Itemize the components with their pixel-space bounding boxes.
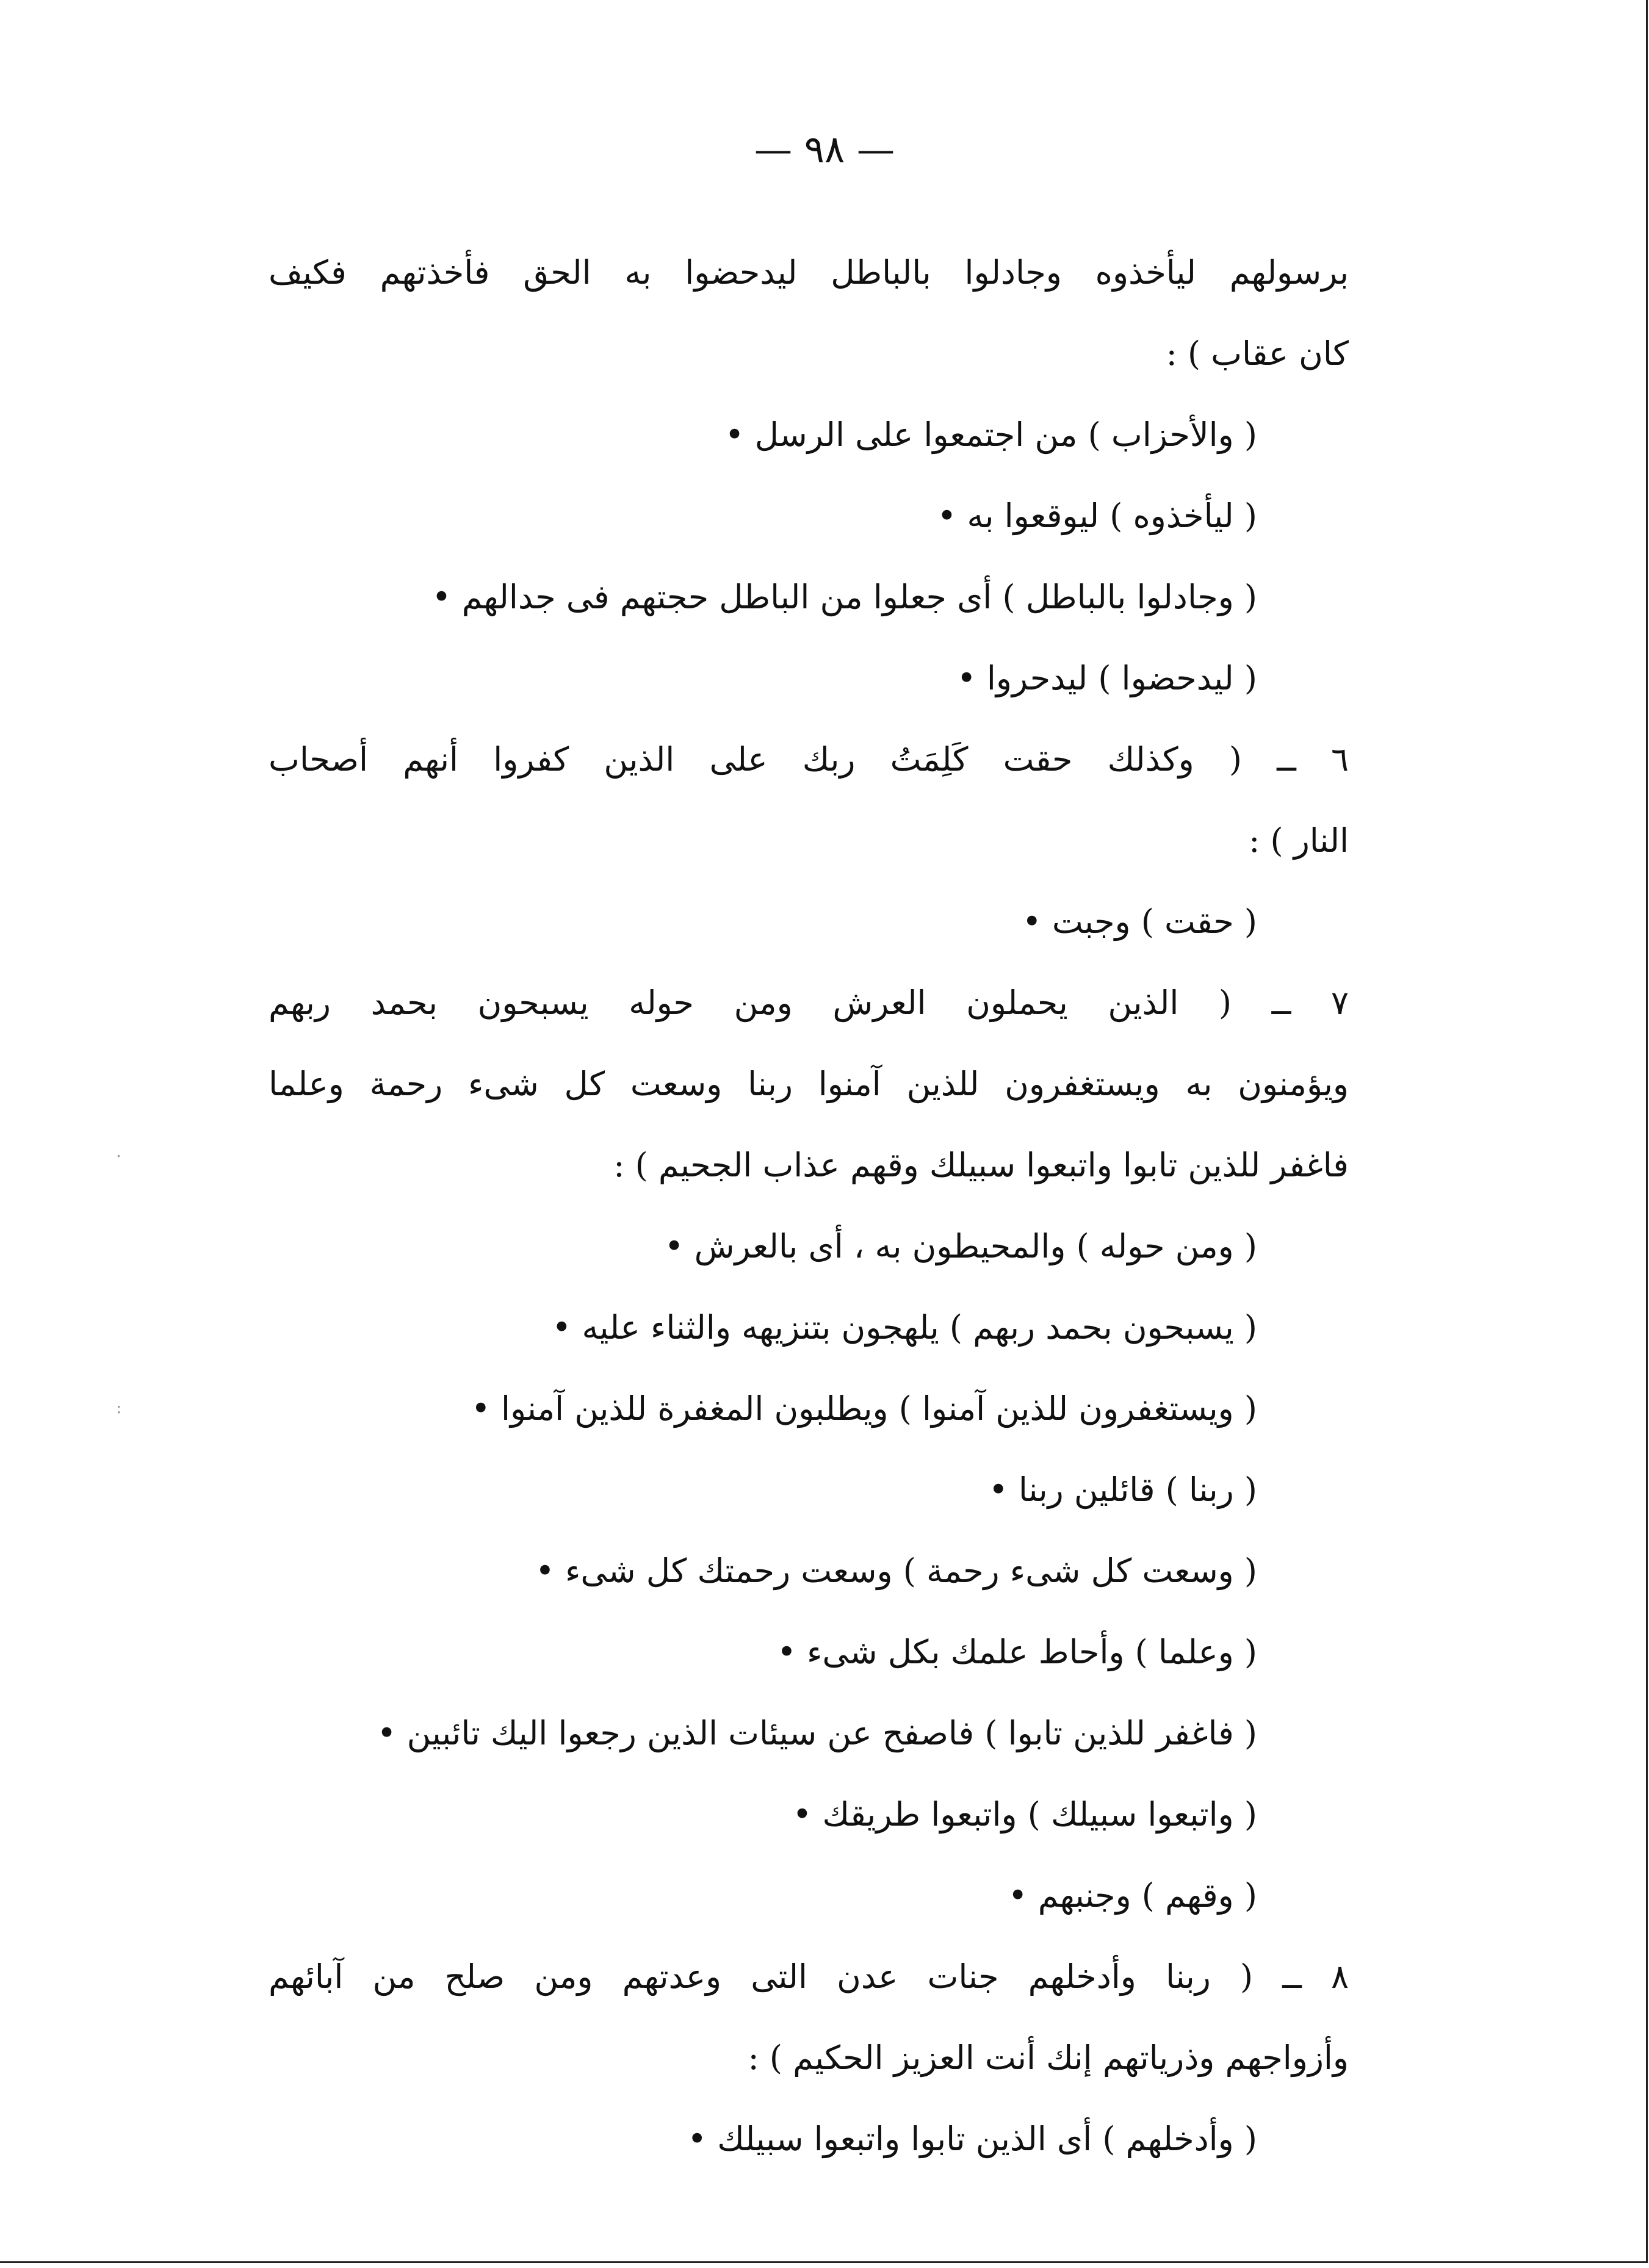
- page-number: — ٩٨ —: [754, 127, 895, 171]
- text-line: ( وعلما ) وأحاط علمك بكل شىء •: [776, 1633, 1257, 1671]
- text-line: فاغفر للذين تابوا واتبعوا سبيلك وقهم عذاب الجحيم ) :: [613, 1146, 1349, 1184]
- text-line: ( يسبحون بحمد ربهم ) يلهجون بتنزيهه والثناء عليه •: [552, 1308, 1257, 1347]
- text-line: ( ومن حوله ) والمحيطون به ، أى بالعرش •: [664, 1227, 1257, 1265]
- text-line: برسولهم ليأخذوه وجادلوا بالباطل ليدحضوا به الحق فأخذتهم فكيف: [269, 253, 1349, 292]
- text-line: ويؤمنون به ويستغفرون للذين آمنوا ربنا وسعت كل شىء رحمة وعلما: [269, 1065, 1349, 1103]
- text-line: ( وسعت كل شىء رحمة ) وسعت رحمتك كل شىء •: [535, 1552, 1257, 1590]
- page-text: [269, 232, 1349, 2180]
- text-line: ( وجادلوا بالباطل ) أى جعلوا من الباطل حجتهم فى جدالهم •: [431, 578, 1257, 616]
- text-line: ( والأحزاب ) من اجتمعوا على الرسل •: [724, 416, 1257, 454]
- text-line: ( واتبعوا سبيلك ) واتبعوا طريقك •: [792, 1795, 1257, 1834]
- text-line: ( فاغفر للذين تابوا ) فاصفح عن سيئات الذين رجعوا اليك تائبين •: [377, 1714, 1257, 1752]
- text-line: ( وأدخلهم ) أى الذين تابوا واتبعوا سبيلك •: [687, 2120, 1257, 2158]
- text-line: ٧ ــ ( الذين يحملون العرش ومن حوله يسبحون بحمد ربهم: [269, 984, 1349, 1022]
- text-line: ( ويستغفرون للذين آمنوا ) ويطلبون المغفرة للذين آمنوا •: [471, 1389, 1257, 1428]
- text-line: النار ) :: [1249, 821, 1349, 860]
- text-line: ٦ ــ ( وكذلك حقت كَلِمَتُ ربك على الذين كفروا أنهم أصحاب: [269, 740, 1349, 779]
- text-line: ( حقت ) وجبت •: [1022, 902, 1257, 941]
- text-line: كان عقاب ) :: [1166, 334, 1349, 373]
- scan-speck: :: [116, 1397, 122, 1417]
- text-line: ( ليأخذوه ) ليوقعوا به •: [937, 497, 1257, 535]
- text-line: وأزواجهم وذرياتهم إنك أنت العزيز الحكيم ) :: [748, 2039, 1349, 2077]
- text-line: ( ربنا ) قائلين ربنا •: [988, 1471, 1257, 1509]
- text-line: ٨ ــ ( ربنا وأدخلهم جنات عدن التى وعدتهم ومن صلح من آبائهم: [269, 1957, 1349, 1996]
- scan-speck: .: [116, 1141, 121, 1161]
- text-line: ( وقهم ) وجنبهم •: [1008, 1876, 1257, 1915]
- text-line: ( ليدحضوا ) ليدحروا •: [956, 659, 1257, 697]
